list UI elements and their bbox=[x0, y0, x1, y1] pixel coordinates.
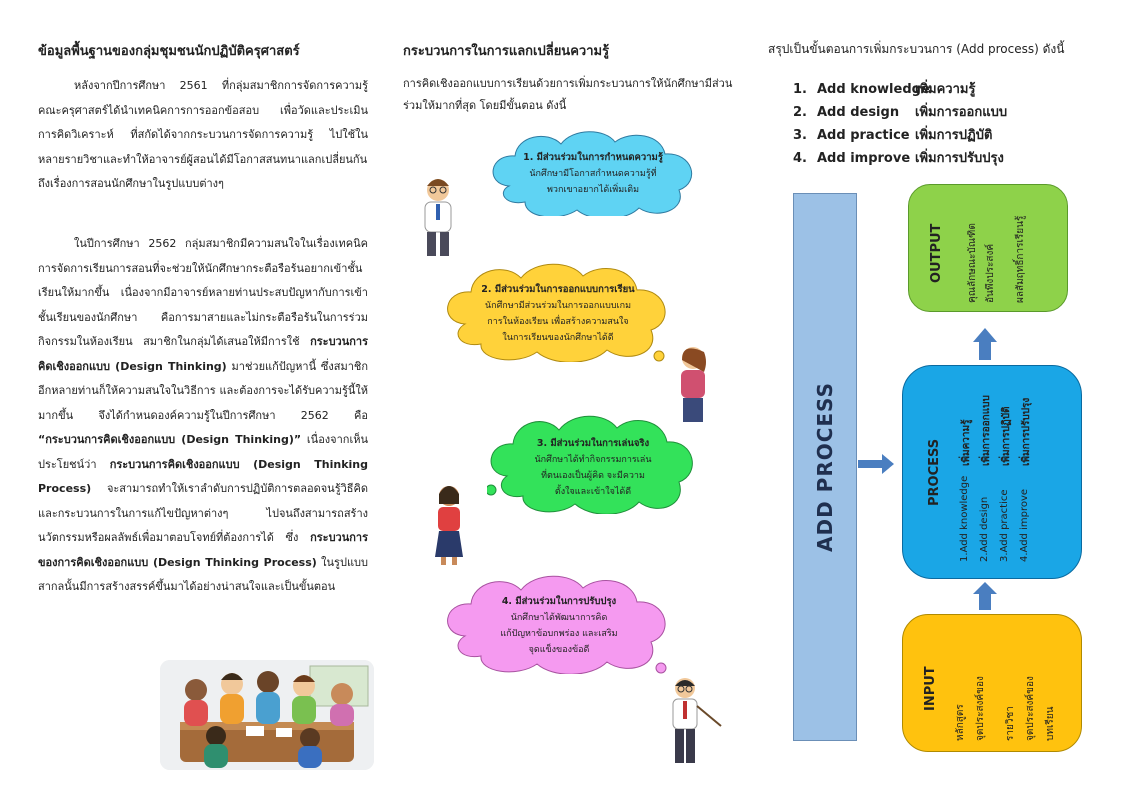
input-box bbox=[902, 614, 1082, 752]
para2-text-a: ในปีการศึกษา 2562 กลุ่มสมาชิกมีความสนใจในเรื่องเทคนิคการจัดการเรียนการสอนที่จะช่วยให้นักศึกษากระตือรือร้นอยากเข้าชั้นเรียนให้มากขึ้น เนื่องจากมีอาจารย์หลายท่านประสบปัญหากับการเข้าชั้นเรียนของนักศึกษา คือการมาสายและไม่กระตือรือร้นในการร่วมกิจกรรมในห้องเรียน สมาชิกในกลุ่มได้เสนอให้มีการใช้ bbox=[38, 237, 368, 348]
summary-heading: สรุปเป็นขั้นตอนการเพิ่มกระบวนการ (Add process) ดังนี้ bbox=[768, 42, 1065, 56]
add-process-label: ADD PROCESS bbox=[813, 382, 837, 552]
step-english: Add design bbox=[817, 105, 900, 120]
cloud-2-title: 2. มีส่วนร่วมในการออกแบบการเรียน bbox=[481, 284, 635, 295]
para2-text-g: จะสามารถทำให้เราลำดับการปฏิบัติการตลอดจนรู้วิธีคิดและกระบวนการในการแก้ไขปัญหาต่างๆ ไปจนถึงสามารถสร้างนวัตกรรมหรือผลลัพธ์เพื่อมาตอบโจทย์ที่ต้องการได้ ซึ่ง bbox=[38, 482, 368, 544]
process-step-2-en: 2.Add design bbox=[979, 496, 990, 562]
step-number: 4. bbox=[793, 151, 807, 166]
background-heading: ข้อมูลพื้นฐานของกลุ่มชุมชนนักปฏิบัติครุศาสตร์ bbox=[38, 44, 300, 59]
process-box bbox=[902, 365, 1082, 579]
para2-bold-h: กระบวนการของการคิดเชิงออกแบบ (Design Thinking Process) bbox=[38, 531, 368, 569]
cloud-4-line-3: จุดแข็งของข้อดี bbox=[528, 645, 590, 655]
step-cloud-4 bbox=[443, 574, 675, 674]
process-step-3-th: เพิ่มการปฏิบัติ bbox=[1001, 406, 1012, 466]
process-step-4-en: 4.Add improve bbox=[1019, 488, 1030, 562]
output-line-3: ผลสัมฤทธิ์การเรียนรู้ bbox=[1015, 215, 1026, 303]
step-number: 3. bbox=[793, 128, 807, 143]
woman-presenting-icon bbox=[431, 484, 467, 570]
cloud-1-line-2: พวกเขาอยากได้เพิ่มเติม bbox=[546, 185, 640, 195]
cloud-1-title: 1. มีส่วนร่วมในการกำหนดความรู้ bbox=[523, 152, 663, 163]
add-process-bar bbox=[793, 193, 857, 741]
arrow-up-icon bbox=[971, 326, 999, 362]
step-cloud-2 bbox=[443, 262, 673, 362]
process-step-1-th: เพิ่มความรู้ bbox=[961, 419, 972, 466]
cloud-2-line-1: นักศึกษามีส่วนร่วมในการออกแบบเกม bbox=[484, 301, 632, 311]
input-line-3: รายวิชา bbox=[1005, 706, 1016, 741]
woman-thinking-icon bbox=[675, 344, 711, 428]
para2-bold-b: กระบวนการคิดเชิงออกแบบ (Design Thinking) bbox=[38, 335, 368, 373]
background-paragraph-1: หลังจากปีการศึกษา 2561 ที่กลุ่มสมาชิกการจัดการความรู้คณะครุศาสตร์ได้นำเทคนิคการการออกข้อสอบ เพื่อวัดและประเมินการคิดวิเคราะห์ ที่สกัดได้จากกระบวนการจัดการความรู้ ไปใช้ในหลายรายวิชาและทำให้อาจารย์ผู้สอนได้มีโอกาสสนทนาแลกเปลี่ยนกันถึงเรื่องการสอนนักศึกษาในรูปแบบต่างๆ bbox=[38, 79, 368, 190]
process-heading: กระบวนการในการแลกเปลี่ยนความรู้ bbox=[403, 44, 610, 59]
step-english: Add improve bbox=[817, 151, 911, 166]
cloud-1-line-1: นักศึกษามีโอกาสกำหนดความรู้ที่ bbox=[529, 169, 657, 179]
output-box bbox=[908, 184, 1068, 312]
man-pointing-icon bbox=[665, 676, 725, 774]
cloud-3-line-3: ตั้งใจและเข้าใจได้ดี bbox=[554, 487, 632, 497]
para2-bold-f: กระบวนการคิดเชิงออกแบบ (Design Thinking Process) bbox=[38, 457, 368, 495]
cloud-4-line-2: แก้ปัญหาข้อบกพร่อง และเสริม bbox=[500, 629, 618, 639]
process-intro: การคิดเชิงออกแบบการเรียนด้วยการเพิ่มกระบวนการให้นักศึกษามีส่วนร่วมให้มากที่สุด โดยมีขั้นตอน ดังนี้ bbox=[403, 77, 733, 112]
cloud-4-line-1: นักศึกษาได้พัฒนาการคิด bbox=[510, 613, 608, 623]
arrow-right-icon bbox=[856, 452, 896, 476]
process-step-2-th: เพิ่มการออกแบบ bbox=[981, 395, 992, 466]
cloud-3-line-1: นักศึกษาได้ทำกิจกรรมการเล่น bbox=[534, 455, 652, 465]
step-thai: เพิ่มการปรับปรุง bbox=[915, 151, 1004, 166]
output-label: OUTPUT bbox=[929, 223, 944, 283]
add-process-steps bbox=[793, 78, 1007, 170]
input-line-5: บทเรียน bbox=[1045, 706, 1056, 741]
cloud-4-title: 4. มีส่วนร่วมในการปรับปรุง bbox=[501, 596, 617, 607]
step-thai: เพิ่มการปฏิบัติ bbox=[915, 128, 993, 143]
para2-text-e: เนื่องจากเห็นประโยชน์ว่า bbox=[38, 433, 368, 471]
meeting-illustration bbox=[160, 660, 374, 770]
output-line-1: คุณลักษณะบัณฑิต bbox=[967, 223, 978, 303]
process-step-3-en: 3.Add practice bbox=[999, 489, 1010, 562]
step-cloud-1 bbox=[489, 130, 697, 216]
step-item bbox=[793, 147, 1007, 170]
input-line-2: จุดประสงค์ของ bbox=[975, 676, 986, 741]
step-item bbox=[793, 124, 1007, 147]
step-item bbox=[793, 101, 1007, 124]
para2-text-c: มาช่วยแก้ปัญหานี้ ซึ่งสมาชิกอีกหลายท่านก็ให้ความสนใจในวิธีการ และต้องการจะได้รับความรู้นี้ให้มากขึ้น จึงได้กำหนดองค์ความรู้ในปีการศึกษา 2562 คือ bbox=[38, 359, 368, 422]
man-glasses-icon bbox=[415, 176, 461, 262]
cloud-2-line-3: ในการเรียนของนักศึกษาได้ดี bbox=[502, 333, 614, 343]
para2-text-i: ในรูปแบบสากลนั้นมีการสร้างสรรค์ขึ้นมาได้อย่างน่าสนใจและเป็นขั้นตอน bbox=[38, 555, 368, 593]
input-line-4: จุดประสงค์ของ bbox=[1025, 676, 1036, 741]
cloud-2-line-2: การในห้องเรียน เพื่อสร้างความสนใจ bbox=[487, 317, 629, 327]
step-english: Add practice bbox=[817, 128, 910, 143]
step-number: 2. bbox=[793, 105, 807, 120]
process-label: PROCESS bbox=[927, 438, 942, 506]
step-cloud-3 bbox=[487, 414, 699, 514]
background-paragraph-2 bbox=[38, 232, 368, 600]
arrow-up-icon bbox=[971, 580, 999, 612]
step-english: Add knowledge bbox=[817, 82, 930, 97]
step-number: 1. bbox=[793, 82, 807, 97]
step-thai: เพิ่มการออกแบบ bbox=[915, 105, 1008, 120]
output-line-2: อันพึงประสงค์ bbox=[985, 243, 996, 303]
cloud-3-line-2: ที่ตนเองเป็นผู้คิด จะมีความ bbox=[541, 471, 645, 481]
step-thai: เพิ่มความรู้ bbox=[915, 82, 976, 97]
para2-bold-d: “กระบวนการคิดเชิงออกแบบ (Design Thinking)” bbox=[38, 433, 302, 446]
input-label: INPUT bbox=[923, 666, 938, 711]
process-step-1-en: 1.Add knowledge bbox=[959, 475, 970, 562]
input-line-1: หลักสูตร bbox=[955, 704, 966, 741]
step-item bbox=[793, 78, 1007, 101]
process-step-4-th: เพิ่มการปรับปรุง bbox=[1021, 397, 1032, 466]
cloud-3-title: 3. มีส่วนร่วมในการเล่นจริง bbox=[536, 438, 650, 449]
